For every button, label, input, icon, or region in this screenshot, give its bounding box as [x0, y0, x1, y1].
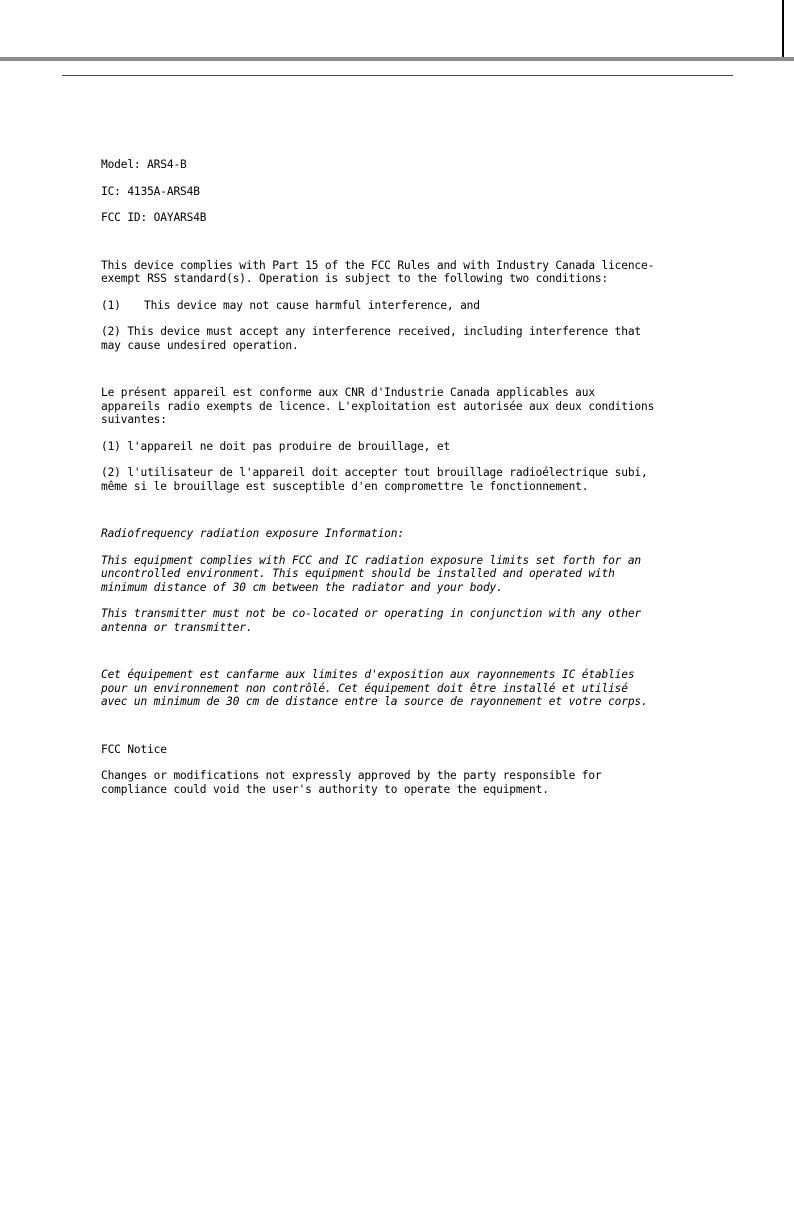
rf-exposure-paragraph-1: This equipment complies with FCC and IC radiation exposure limits set forth for an uncontrolled environment. This equipment should be installed and operated with minimum distance of 30 cm between the radiator and your body. [101, 553, 642, 594]
compliance-statement-fr: Le présent appareil est conforme aux CNR d'Industrie Canada applicables aux appareils radio exempts de licence. L'exploitation est autorisée aux deux conditions suivantes: [101, 386, 655, 426]
condition-1-fr: (1) l'appareil ne doit pas produire de brouillage, et [101, 439, 451, 453]
page-edge-line [0, 0, 784, 57]
rf-exposure-paragraph-fr: Cet équipement est canfarme aux limites d'exposition aux rayonnements IC établies pour un environnement non contrôlé. Cet équipement doit être installé et utilisé avec un minimum de 30 cm de distance entre la source de rayonnement et votre corps. [101, 668, 648, 708]
rf-exposure-heading: Radiofrequency radiation exposure Information: [101, 527, 404, 540]
condition-2-fr: (2) l'utilisateur de l'appareil doit accepter tout brouillage radioélectrique subi, même si le brouillage est susceptible d'en compromettre le fonctionnement. [101, 466, 648, 493]
compliance-statement-en: This device complies with Part 15 of the FCC Rules and with Industry Canada licence- exempt RSS standard(s). Operation is subject to the following two conditions: [101, 258, 655, 285]
condition-2-en: (2) This device must accept any interference received, including interference that may cause undesired operation. [101, 325, 642, 352]
model-line: Model: ARS4-B [101, 158, 187, 171]
document-body [101, 158, 711, 796]
condition-1-number: (1) [101, 298, 121, 312]
top-band [0, 57, 794, 61]
fcc-id-line: FCC ID: OAYARS4B [101, 211, 207, 224]
condition-1-en [101, 299, 711, 313]
fcc-notice-heading: FCC Notice [101, 742, 167, 756]
fcc-notice-text: Changes or modifications not expressly approved by the party responsible for compliance could void the user's authority to operate the equipment. [101, 769, 602, 796]
rf-exposure-paragraph-2: This transmitter must not be co-located or operating in conjunction with any other antenna or transmitter. [101, 607, 642, 634]
condition-1-text: This device may not cause harmful interference, and [144, 298, 480, 312]
header-rule [62, 75, 733, 76]
ic-line: IC: 4135A-ARS4B [101, 184, 200, 198]
